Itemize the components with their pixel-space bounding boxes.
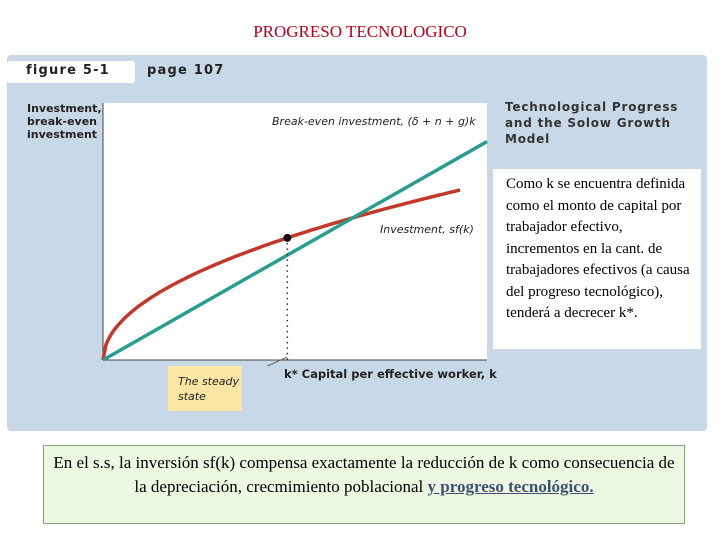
- figure-caption-line: and the Solow Growth: [505, 116, 671, 130]
- y-axis-label-line: Investment,: [27, 102, 102, 115]
- break-even-line: [103, 142, 487, 360]
- x-axis-label: k* Capital per effective worker, k: [284, 367, 497, 381]
- conclusion-emphasis: y progreso tecnológico.: [427, 477, 594, 496]
- y-axis-label-line: break-even: [27, 115, 97, 128]
- page-reference: page 107: [147, 63, 225, 78]
- investment-curve: [103, 190, 460, 360]
- steady-state-point: [283, 234, 291, 242]
- break-even-label: Break-even investment, (δ + n + g)k: [272, 115, 476, 128]
- explanation-text: Como k se encuentra definida como el monto de capital por trabajador efectivo, incrementos en la cant. de trabajadores efectivos (a causa del progreso tecnológico), tenderá a decrecer k*.: [506, 176, 690, 321]
- figure-number: figure 5-1: [26, 63, 110, 78]
- figure-caption-line: Model: [505, 132, 551, 146]
- conclusion-body: En el s.s, la inversión sf(k) compensa exactamente la reducción de k como consecuencia de la depreciación, crecmimiento poblacional: [53, 453, 675, 496]
- investment-label: Investment, sf(k): [380, 223, 474, 236]
- figure-caption-line: Technological Progress: [505, 100, 679, 114]
- y-axis-label-line: investment: [27, 128, 98, 141]
- steady-state-label: The steady state: [178, 375, 239, 403]
- steady-state-pointer: [267, 357, 287, 366]
- slide-title: PROGRESO TECNOLOGICO: [253, 22, 467, 41]
- conclusion-text: [52, 451, 676, 499]
